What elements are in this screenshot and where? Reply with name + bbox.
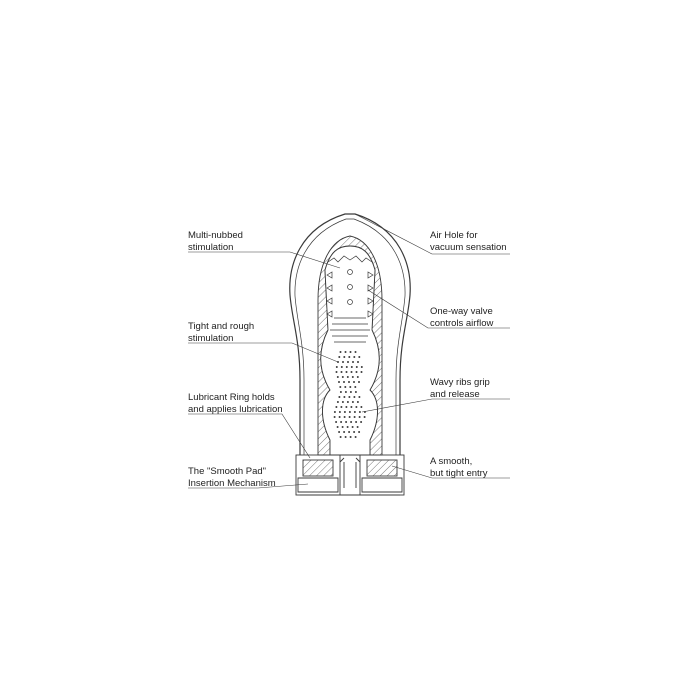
- label-tight-rough-line2: stimulation: [188, 333, 234, 344]
- texture-dot: [361, 366, 363, 368]
- texture-dot: [345, 436, 347, 438]
- texture-dot: [357, 361, 359, 363]
- texture-dot: [353, 381, 355, 383]
- texture-dot: [337, 376, 339, 378]
- texture-dot: [350, 391, 352, 393]
- inner-canal: [321, 246, 380, 455]
- texture-dot: [355, 351, 357, 353]
- texture-dot: [341, 371, 343, 373]
- label-lubricant-ring: [188, 392, 283, 416]
- lubricant-ring-left: [303, 460, 333, 476]
- texture-dot: [338, 431, 340, 433]
- texture-dot: [348, 356, 350, 358]
- texture-dot: [361, 371, 363, 373]
- texture-dot: [335, 406, 337, 408]
- texture-dot: [349, 416, 351, 418]
- texture-dot: [345, 421, 347, 423]
- label-smooth-entry-line2: but tight entry: [430, 468, 488, 479]
- texture-dot: [342, 401, 344, 403]
- label-multi-nubbed: [188, 230, 243, 254]
- texture-dot: [334, 411, 336, 413]
- texture-dot: [345, 406, 347, 408]
- texture-dot: [344, 411, 346, 413]
- smooth-pad-left: [298, 478, 338, 492]
- texture-dot: [357, 426, 359, 428]
- texture-dot: [352, 361, 354, 363]
- texture-dot: [358, 381, 360, 383]
- smooth-pad-right: [362, 478, 402, 492]
- texture-dot: [334, 416, 336, 418]
- texture-dot: [355, 436, 357, 438]
- texture-dot: [340, 421, 342, 423]
- texture-dot: [348, 381, 350, 383]
- texture-dot: [343, 356, 345, 358]
- label-wavy-ribs: [430, 377, 490, 401]
- texture-dot: [350, 406, 352, 408]
- label-lubricant-ring-line2: and applies lubrication: [188, 404, 283, 415]
- texture-dot: [338, 356, 340, 358]
- texture-dot: [358, 356, 360, 358]
- texture-dot: [350, 436, 352, 438]
- label-one-way-valve: [430, 306, 493, 330]
- leader-lubricant-ring: [188, 414, 310, 458]
- texture-dot: [354, 411, 356, 413]
- texture-dot: [337, 401, 339, 403]
- texture-dot: [353, 431, 355, 433]
- lubricant-ring-right: [367, 460, 397, 476]
- texture-dot: [357, 376, 359, 378]
- texture-dot: [352, 426, 354, 428]
- texture-dot: [352, 376, 354, 378]
- texture-dot: [349, 411, 351, 413]
- texture-dot: [342, 376, 344, 378]
- texture-dot: [338, 396, 340, 398]
- label-smooth-entry-line1: A smooth,: [430, 456, 473, 467]
- leader-multi-nubbed: [188, 252, 340, 268]
- label-wavy-ribs-line1: Wavy ribs grip: [430, 377, 490, 388]
- texture-dot: [354, 386, 356, 388]
- label-air-hole: [430, 230, 507, 254]
- texture-dot: [360, 406, 362, 408]
- texture-dot: [352, 401, 354, 403]
- texture-dot: [339, 386, 341, 388]
- texture-dot: [356, 366, 358, 368]
- texture-dot: [348, 431, 350, 433]
- texture-dot: [359, 411, 361, 413]
- texture-dot: [335, 421, 337, 423]
- label-one-way-valve-line2: controls airflow: [430, 318, 494, 329]
- leader-tight-rough: [188, 343, 338, 362]
- label-smooth-pad-line1: The "Smooth Pad": [188, 466, 267, 477]
- texture-dot: [346, 366, 348, 368]
- bottom-ring-assembly: [296, 455, 404, 495]
- texture-dot: [347, 376, 349, 378]
- texture-dot: [355, 421, 357, 423]
- texture-dot: [349, 386, 351, 388]
- texture-dot: [355, 391, 357, 393]
- texture-dot: [353, 396, 355, 398]
- texture-dot: [343, 396, 345, 398]
- texture-dot: [357, 401, 359, 403]
- texture-dot: [338, 381, 340, 383]
- texture-dot: [336, 366, 338, 368]
- texture-dot: [342, 426, 344, 428]
- texture-dot: [358, 396, 360, 398]
- label-one-way-valve-line1: One-way valve: [430, 306, 493, 317]
- texture-dot: [356, 371, 358, 373]
- texture-dot: [340, 351, 342, 353]
- texture-dot: [344, 386, 346, 388]
- texture-dot: [351, 371, 353, 373]
- texture-dot: [340, 391, 342, 393]
- texture-dot: [341, 366, 343, 368]
- texture-dot: [354, 416, 356, 418]
- texture-dot: [350, 421, 352, 423]
- texture-dot: [336, 371, 338, 373]
- texture-dot: [343, 381, 345, 383]
- texture-dot: [345, 391, 347, 393]
- texture-dot: [364, 416, 366, 418]
- texture-dot: [347, 361, 349, 363]
- texture-dot: [350, 351, 352, 353]
- texture-dot: [342, 361, 344, 363]
- label-air-hole-line1: Air Hole for: [430, 230, 478, 241]
- label-multi-nubbed-line2: stimulation: [188, 242, 234, 253]
- label-tight-rough: [188, 321, 254, 345]
- texture-dot: [348, 396, 350, 398]
- label-smooth-pad: [188, 466, 276, 490]
- label-tight-rough-line1: Tight and rough: [188, 321, 255, 332]
- label-smooth-pad-line2: Insertion Mechanism: [188, 478, 276, 489]
- texture-dot: [358, 431, 360, 433]
- label-air-hole-line2: vacuum sensation: [430, 242, 507, 253]
- texture-dot: [353, 356, 355, 358]
- texture-dot: [347, 426, 349, 428]
- texture-dot: [340, 436, 342, 438]
- texture-dot: [346, 371, 348, 373]
- texture-dot: [339, 416, 341, 418]
- texture-dot: [339, 411, 341, 413]
- texture-dot: [343, 431, 345, 433]
- label-lubricant-ring-line1: Lubricant Ring holds: [188, 392, 275, 403]
- texture-dot: [355, 406, 357, 408]
- texture-dot: [351, 366, 353, 368]
- texture-dot: [344, 416, 346, 418]
- texture-dot: [345, 351, 347, 353]
- texture-dot: [337, 426, 339, 428]
- label-smooth-entry: [430, 456, 488, 480]
- label-multi-nubbed-line1: Multi-nubbed: [188, 230, 243, 241]
- label-wavy-ribs-line2: and release: [430, 389, 480, 400]
- texture-dot: [359, 416, 361, 418]
- texture-dot: [340, 406, 342, 408]
- texture-dot: [347, 401, 349, 403]
- texture-dot: [360, 421, 362, 423]
- entry-opening: [340, 455, 360, 495]
